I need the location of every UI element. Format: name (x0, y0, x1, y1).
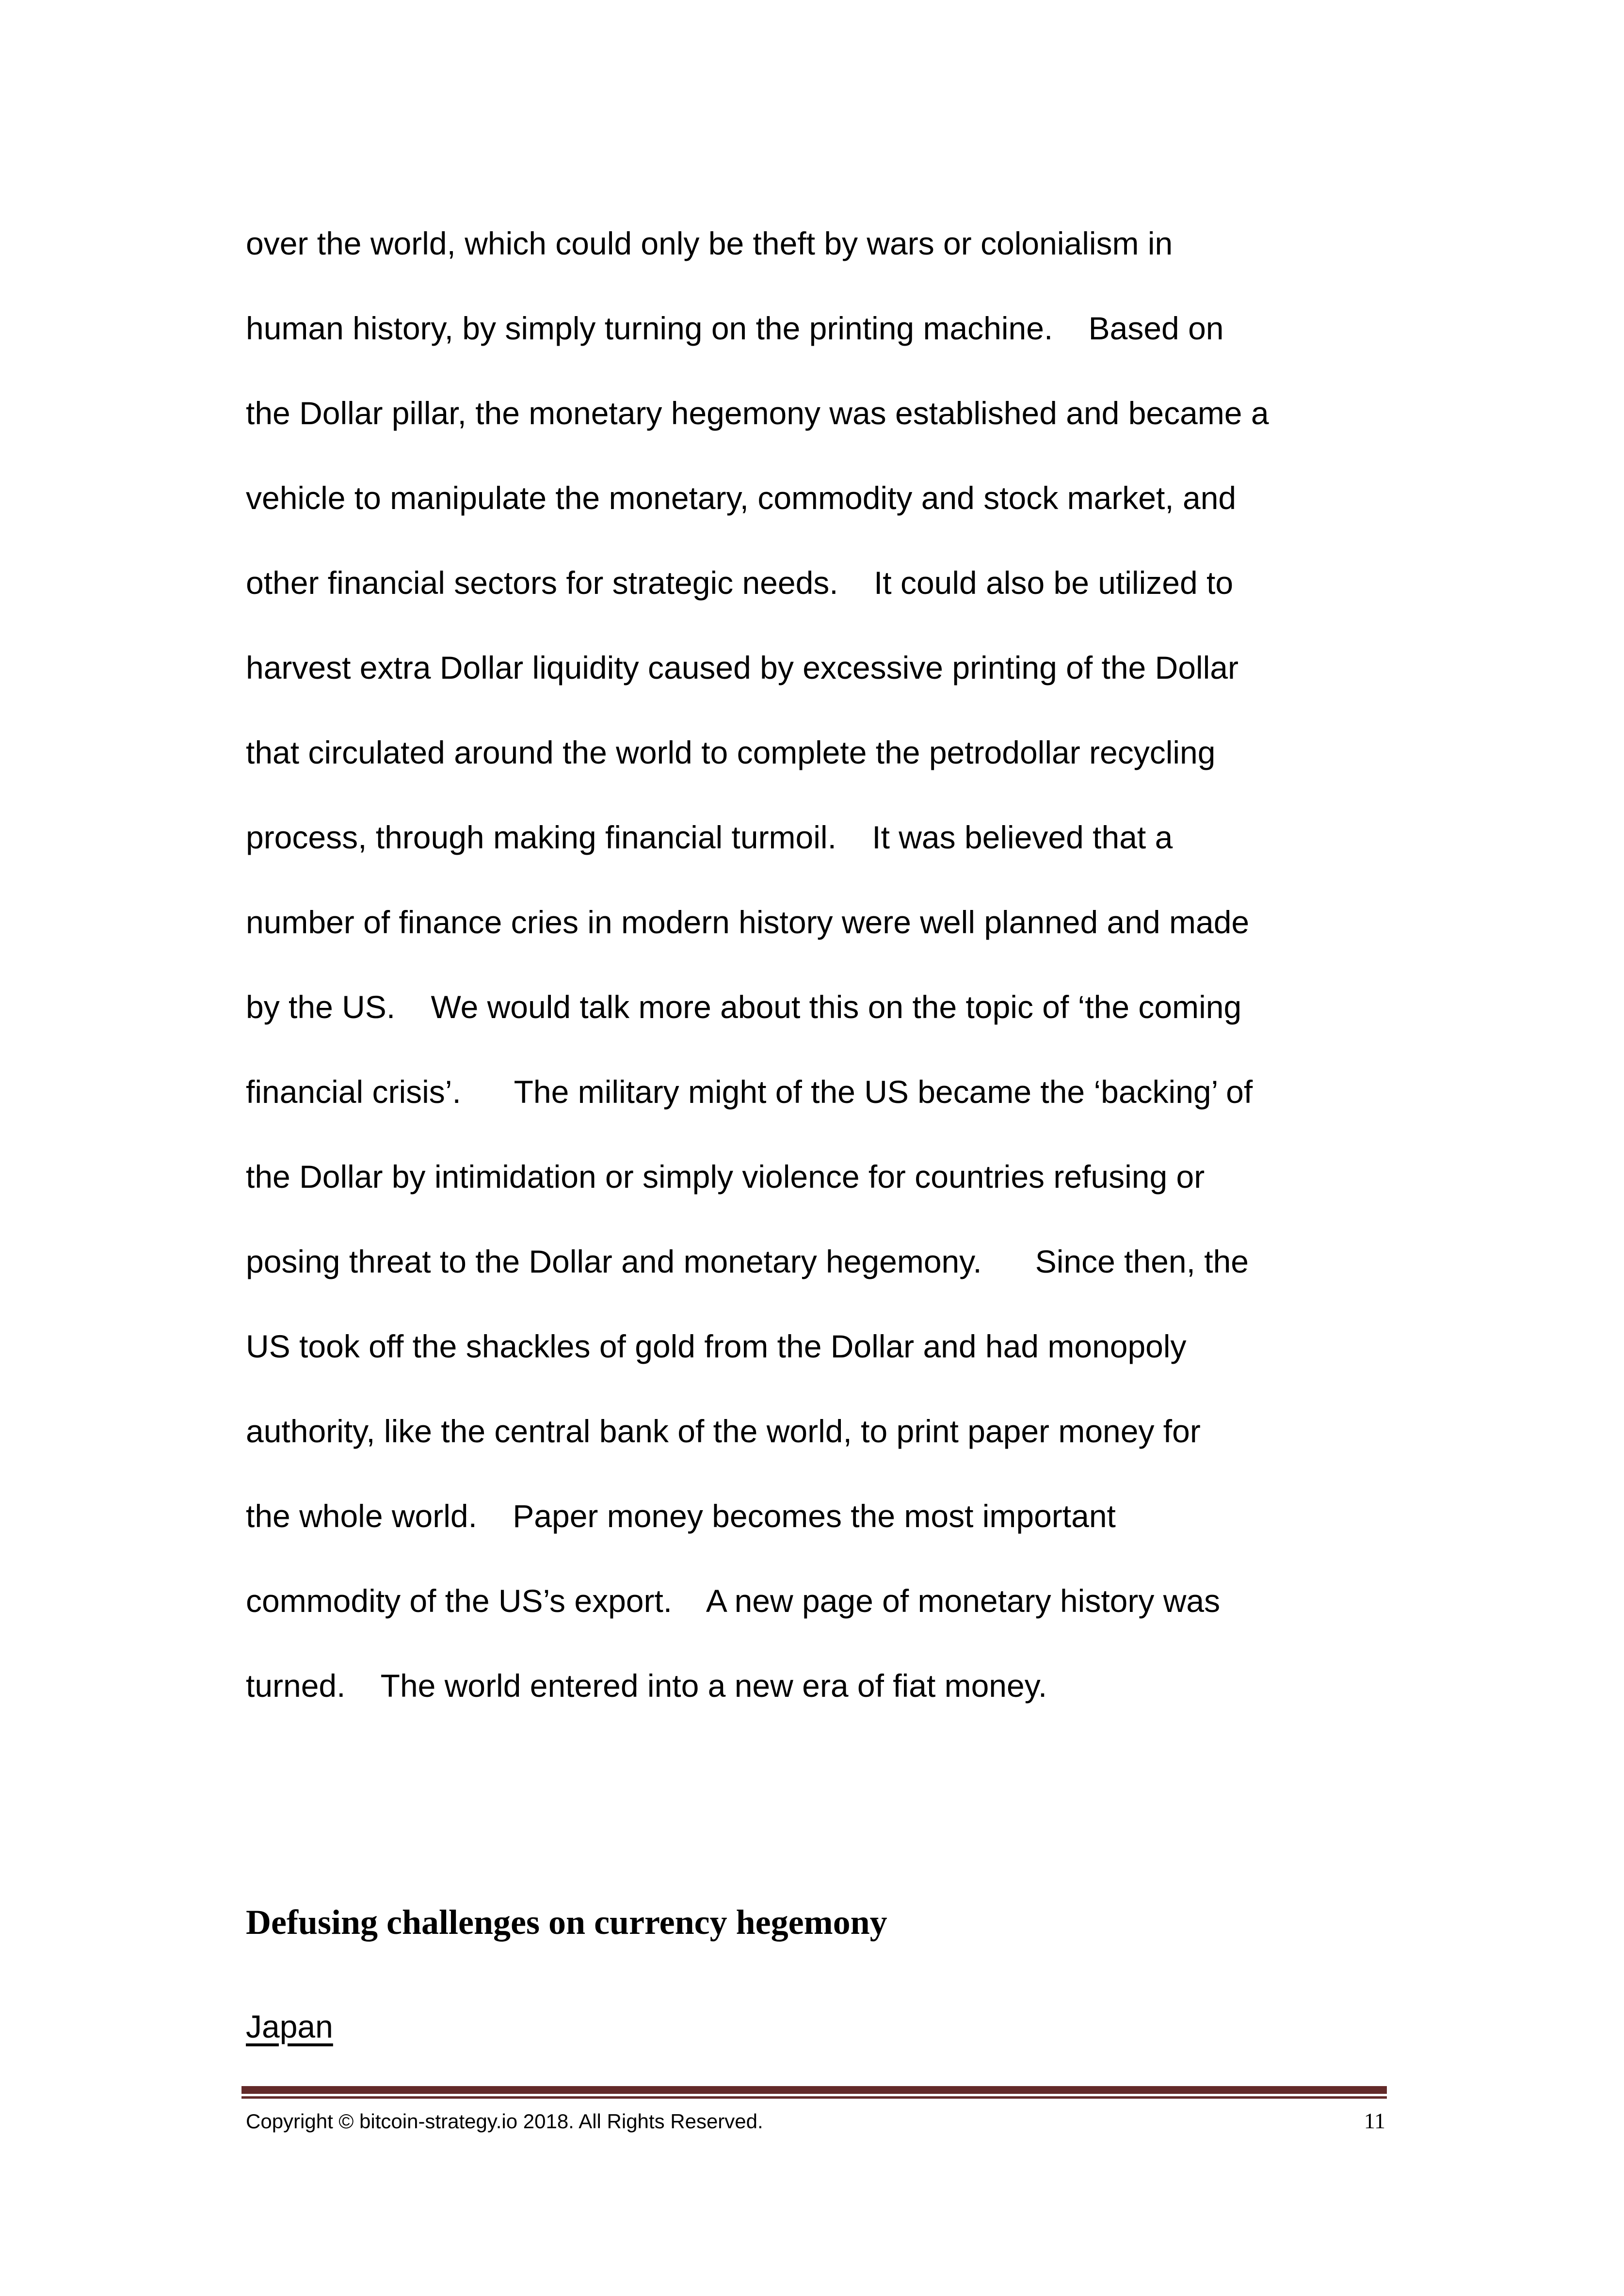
footer-page-number: 11 (1364, 2108, 1385, 2133)
body-line: over the world, which could only be theft by wars or colonialism in (246, 225, 1173, 261)
body-line: vehicle to manipulate the monetary, commodity and stock market, and (246, 480, 1237, 516)
body-line: process, through making financial turmoil. It was believed that a (246, 819, 1173, 855)
body-line: authority, like the central bank of the world, to print paper money for (246, 1413, 1201, 1449)
body-line: turned. The world entered into a new era of fiat money. (246, 1668, 1047, 1704)
body-line: US took off the shackles of gold from the Dollar and had monopoly (246, 1328, 1187, 1364)
body-line: number of finance cries in modern history were well planned and made (246, 904, 1250, 940)
body-line: the Dollar by intimidation or simply violence for countries refusing or (246, 1159, 1205, 1195)
body-line: posing threat to the Dollar and monetary hegemony. Since then, the (246, 1244, 1249, 1279)
body-line: by the US. We would talk more about this on the topic of ‘the coming (246, 989, 1242, 1025)
body-line: other financial sectors for strategic needs. It could also be utilized to (246, 565, 1234, 601)
body-line: harvest extra Dollar liquidity caused by excessive printing of the Dollar (246, 650, 1238, 686)
body-line: that circulated around the world to complete the petrodollar recycling (246, 734, 1216, 770)
footer-divider-rule (241, 2086, 1387, 2099)
body-line: the whole world. Paper money becomes the most important (246, 1498, 1116, 1534)
body-line: the Dollar pillar, the monetary hegemony was established and became a (246, 395, 1269, 431)
body-paragraph (246, 201, 1390, 1728)
page-footer (246, 2106, 1385, 2136)
section-heading: Defusing challenges on currency hegemony (246, 1903, 887, 1942)
body-line: human history, by simply turning on the printing machine. Based on (246, 310, 1224, 346)
body-line: commodity of the US’s export. A new page of monetary history was (246, 1583, 1221, 1619)
body-line: financial crisis’. The military might of the US became the ‘backing’ of (246, 1074, 1253, 1110)
subsection-heading-japan: Japan (246, 2009, 333, 2044)
footer-copyright-text: Copyright © bitcoin-strategy.io 2018. All Rights Reserved. (246, 2110, 763, 2133)
